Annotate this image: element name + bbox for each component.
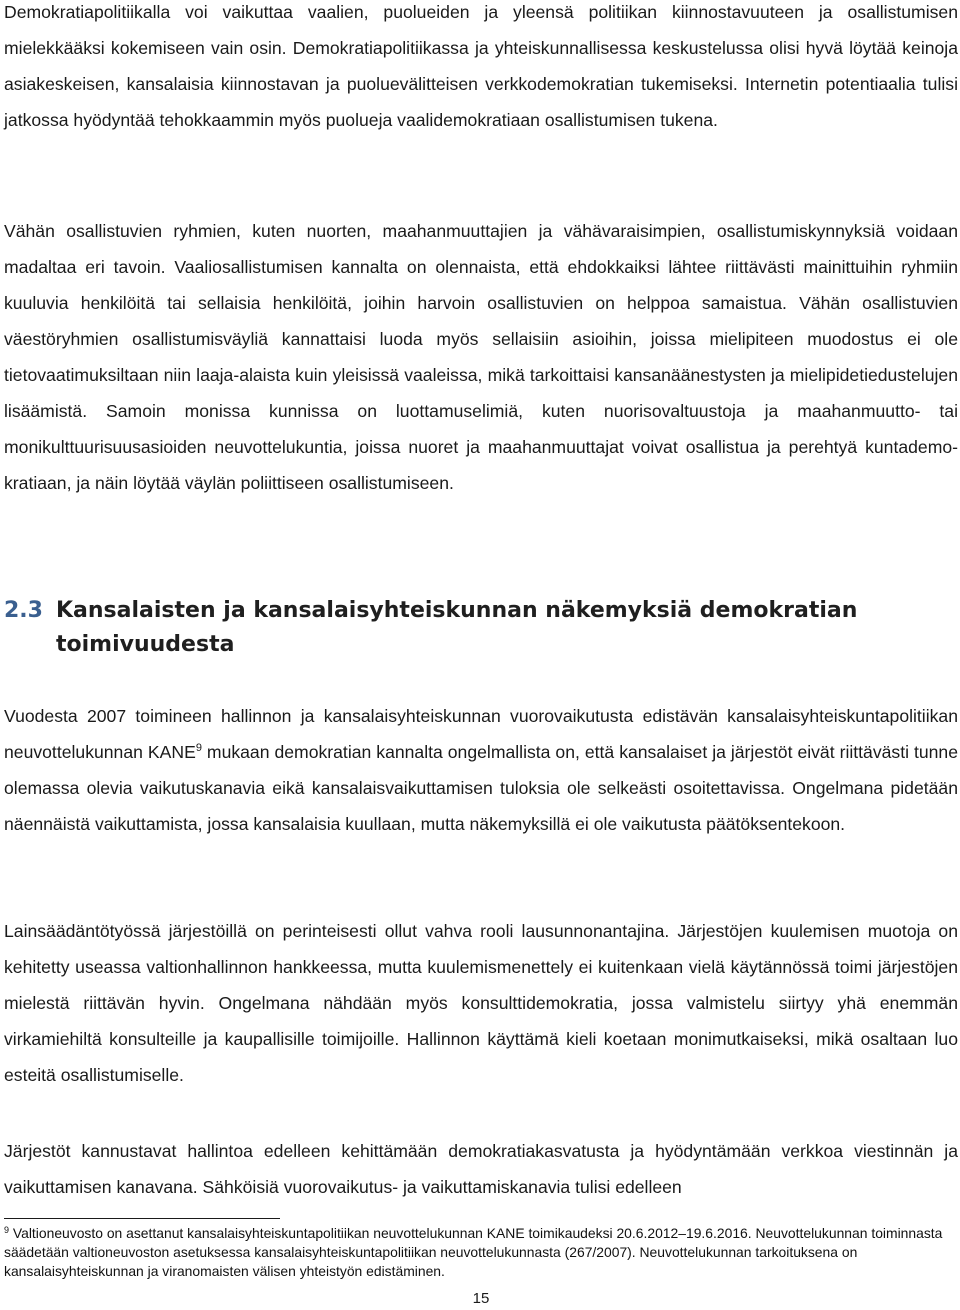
paragraph-legislative-work: Lainsäädäntötyössä järjestöillä on perinteisesti ollut vahva rooli lausunnonantajina. Järjestöjen kuulemisen muotoja on kehitetty useassa valtionhallinnon hankkeessa, mutta kuulemismenettely ei kuitenkaan vielä käytännössä toimi järjestöjen mielestä riittävän hyvin. Ongelmana nähdään myös konsulttidemokratia, jossa valmistelu siirtyy yhä enemmän virkamiehiltä konsulteille ja kaupallisille toimijoille. Hallinnon käyttämä kieli koetaan monimutkaiseksi, mikä osaltaan luo esteitä osallistumiselle. <box>4 921 958 1085</box>
page-number: 15 <box>472 1290 490 1307</box>
footnote <box>4 1224 958 1281</box>
paragraph-kane-views <box>4 698 958 842</box>
footnote-marker: 9 <box>4 1225 10 1235</box>
paragraph-kane-text-start: Vuodesta 2007 toimineen hallinnon ja kansalaisyhteiskunnan vuorovaikutusta edistävän kansalaisyhteiskuntapolitiikan neuvottelukunnan KANE <box>4 706 958 762</box>
footnote-reference[interactable]: 9 <box>195 742 202 754</box>
section-title: Kansalaisten ja kansalaisyhteiskunnan näkemyksiä demokratian toimivuudesta <box>56 598 858 657</box>
footnote-text: Valtioneuvosto on asettanut kansalaisyhteiskuntapolitiikan neuvottelukunnan KANE toimikaudeksi 20.6.2012–19.6.2016. Neuvottelukunnan toiminnasta säädetään valtioneuvoston asetuksessa kansalaisyhteiskuntapolitiikan neuvottelukunnasta (267/2007). Neuvottelukunnan tarkoituksena on kansalaisyhteiskunnan ja viranomaisten välisen yhteistyön edistäminen. <box>4 1225 943 1279</box>
section-heading <box>4 594 958 662</box>
paragraph-organisations-encourage: Järjestöt kannustavat hallintoa edelleen kehittämään demokratiakasvatusta ja hyödyntämään verkkoa viestinnän ja vaikuttamisen kanavana. Sähköisiä vuorovaikutus- ja vaikuttamiskanavia tulisi edelleen <box>4 1141 958 1197</box>
section-number: 2.3 <box>4 598 43 623</box>
paragraph-kane-text-end: mukaan demokratian kannalta ongelmallista on, että kansalaiset ja järjestöt eivät riittävästi tunne olemassa olevia vaikutuskanavia eikä kansalaisvaikuttamisen tuloksia ole selkeästi osoitettavissa. Ongelmana pidetään näennäistä vaikuttamista, jossa kansalaisia kuullaan, mutta näkemyksillä ei ole vaikutusta päätöksentekoon. <box>4 742 958 834</box>
footnote-divider <box>4 1218 280 1219</box>
paragraph-low-participation-groups: Vähän osallistuvien ryhmien, kuten nuorten, maahanmuuttajien ja vähävaraisimpien, osallistumiskynnyksiä voidaan madaltaa eri tavoin. Vaaliosallistumisen kannalta on olennaista, että ehdokkaiksi lähtee riittävästi mainittuihin ryhmiin kuuluvia henkilöitä tai sellaisia henkilöitä, joihin harvoin osallistuvien on helppoa samaistua. Vähän osallistuvien väestöryhmien osallistumisväyliä kannattaisi luoda myös sellaisiin asioihin, joissa mielipiteen muodostus ei ole tietovaatimuksiltaan niin laaja-alaista kuin yleisissä vaaleissa, mikä tarkoittaisi kansanäänestysten ja mielipidetiedustelujen lisäämistä. Samoin monissa kunnissa on luottamuselimiä, kuten nuorisovaltuustoja ja maahanmuutto- tai monikulttuurisuusasioiden neuvottelukuntia, joissa nuoret ja maahanmuuttajat voivat osallistua ja perehtyä kuntademokratiaan, ja näin löytää väylän poliittiseen osallistumiseen. <box>4 221 958 493</box>
paragraph-democracy-policy: Demokratiapolitiikalla voi vaikuttaa vaalien, puolueiden ja yleensä politiikan kiinnostavuuteen ja osallistumisen mielekkääksi kokemiseen vain osin. Demokratiapolitiikassa ja yhteiskunnallisessa keskustelussa olisi hyvä löytää keinoja asiakeskeisen, kansalaisia kiinnostavan ja puoluevälitteisen verkkodemokratian tukemiseksi. Internetin potentiaalia tulisi jatkossa hyödyntää tehokkaammin myös puolueja vaalidemokratiaan osallistumisen tukena. <box>4 2 958 130</box>
